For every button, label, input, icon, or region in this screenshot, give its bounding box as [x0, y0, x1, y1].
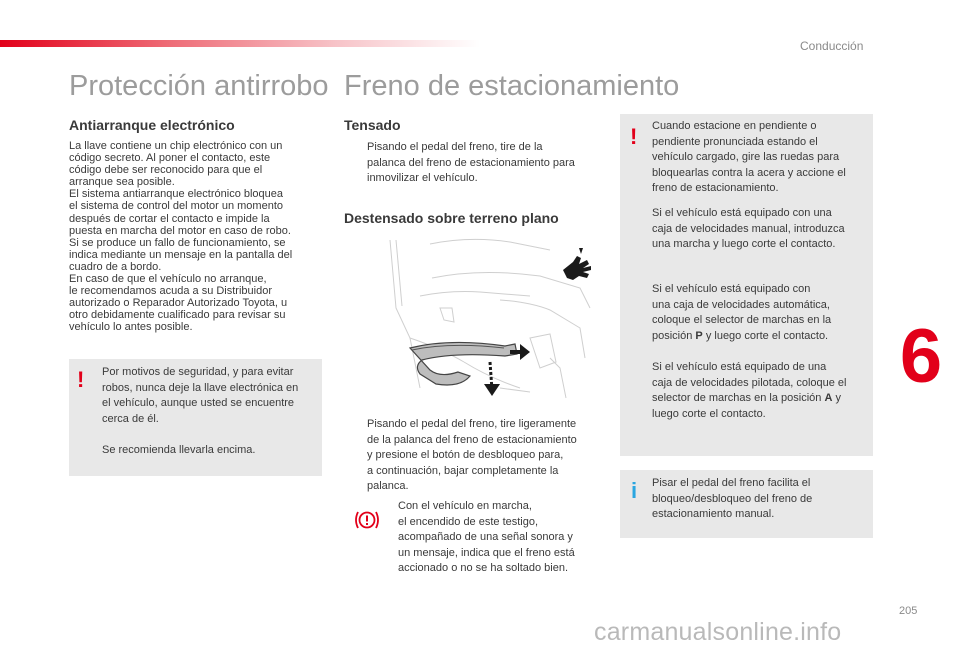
slope-warning-box: [620, 114, 873, 456]
warning-exclamation-icon: !: [630, 124, 638, 149]
destensado-text: Pisando el pedal del freno, tire ligeramente de la palanca del freno de estacionamiento y presione el botón de desbloqueo para, a continuación, bajar completamente la palanca.: [367, 418, 577, 493]
section-label: Conducción: [800, 39, 864, 53]
indicator-text: Con el vehículo en marcha, el encendido de este testigo, acompañado de una señal sonora y un mensaje, indica que el freno está accionado o no se ha soltado bien.: [398, 500, 575, 575]
piloted-gearbox-text: Si el vehículo está equipado de una caja de velocidades pilotada, coloque el selector de marchas en la posición A y luego corte el contacto.: [652, 361, 847, 420]
info-icon: i: [631, 478, 638, 503]
security-warning-note: Se recomienda llevarla encima.: [102, 444, 256, 456]
tensado-text: Pisando el pedal del freno, tire de la palanca del freno de estacionamiento para inmovilizar el vehículo.: [367, 141, 575, 185]
info-text: Pisar el pedal del freno facilita el bloqueo/desbloqueo del freno de estacionamiento manual.: [652, 477, 813, 521]
brake-warning-indicator-icon: [353, 508, 381, 532]
warning-exclamation-icon: !: [77, 367, 85, 392]
page-title-left: Protección antirrobo: [69, 70, 329, 102]
security-warning-box: [69, 359, 322, 476]
page-number: 205: [899, 605, 918, 617]
heading-tensado: Tensado: [344, 117, 401, 133]
parking-brake-illustration: [380, 238, 606, 400]
info-box: [620, 470, 873, 538]
chapter-number: 6: [899, 314, 943, 399]
antiarranque-text: La llave contiene un chip electrónico con un código secreto. Al poner el contacto, este código debe ser reconocido para que el arranque sea posible. El sistema antiarranque electrónico bloquea el sistema de control del motor un momento después de cortar el contacto e impide la puesta en marcha del motor en caso de robo. Si se produce un fallo de funcionamiento, se indica mediante un mensaje en la pantalla del cuadro de a bordo. En caso de que el vehículo no arranque, le recomendamos acuda a su Distribuidor autorizado o Reparador Autorizado Toyota, u otro debidamente cualificado para revisar su vehículo lo antes posible.: [69, 140, 293, 334]
slope-warning-text: Cuando estacione en pendiente o pendiente pronunciada estando el vehículo cargado, gire las ruedas para bloquearlas contra la acera y accione el freno de estacionamiento.: [652, 120, 846, 195]
subtitle-antiarranque: Antiarranque electrónico: [69, 117, 235, 133]
manual-gearbox-text: Si el vehículo está equipado con una caja de velocidades manual, introduzca una marcha y luego corte el contacto.: [652, 207, 845, 251]
watermark: carmanualsonline.info: [594, 618, 842, 646]
heading-destensado: Destensado sobre terreno plano: [344, 210, 559, 226]
page-title-middle: Freno de estacionamiento: [344, 70, 680, 102]
security-warning-text: Por motivos de seguridad, y para evitar robos, nunca deje la llave electrónica en el vehículo, aunque usted se encuentre cerca de él.: [102, 366, 299, 425]
header-accent-bar: [0, 40, 480, 47]
automatic-gearbox-text: Si el vehículo está equipado con una caja de velocidades automática, coloque el selector de marchas en la posición P y luego corte el contacto.: [652, 283, 832, 342]
